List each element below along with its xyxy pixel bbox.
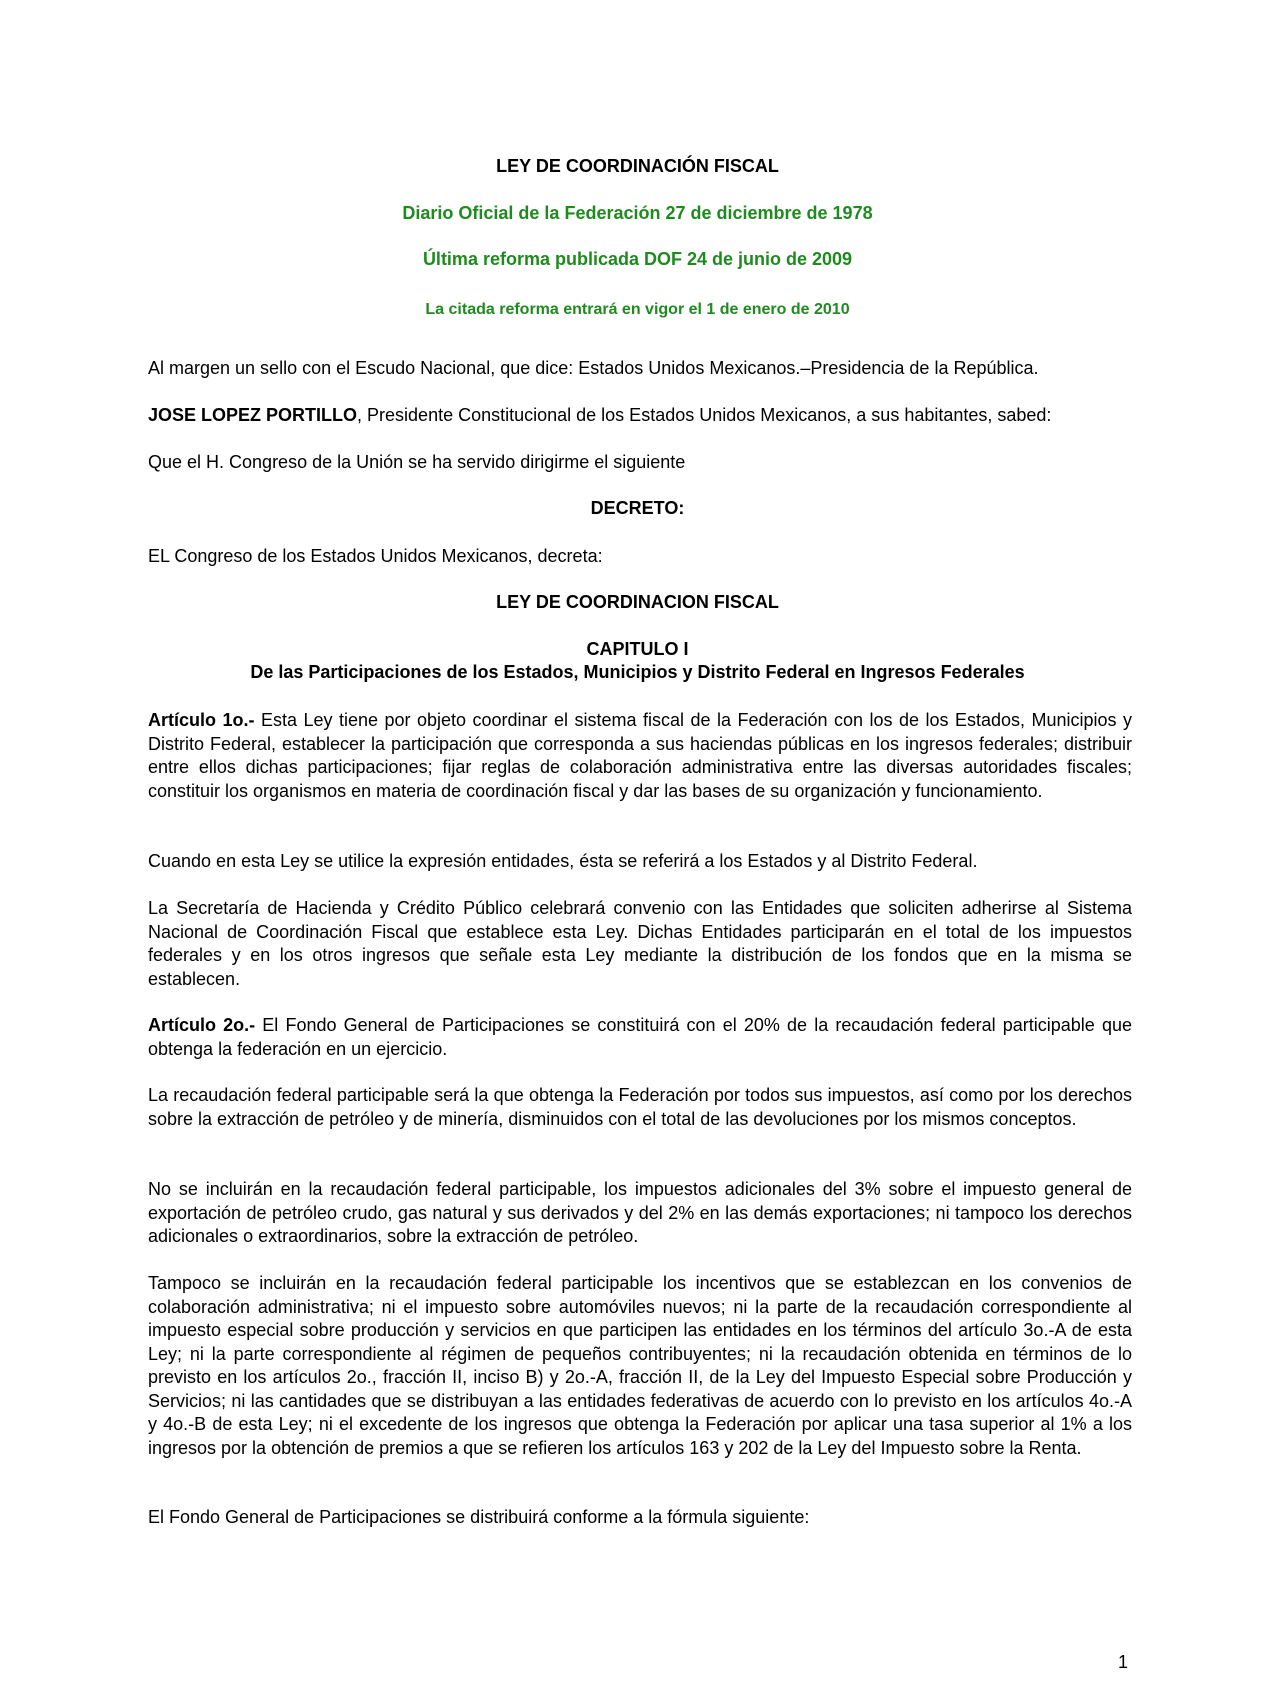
article-2-paragraph: [148, 1014, 1132, 1061]
decreta-paragraph: EL Congreso de los Estados Unidos Mexicanos, decreta:: [148, 546, 603, 566]
article-2-incentives-paragraph: Tampoco se incluirán en la recaudación federal participable los incentivos que se establezcan en los convenios de colaboración administrativa; ni el impuesto sobre automóviles nuevos; ni la parte de la recaudación correspondiente al impuesto especial sobre producción y servicios en que participen las entidades en los términos del artículo 3o.-A de esta Ley; ni la parte correspondiente al régimen de pequeños contribuyentes; ni la recaudación obtenida en términos de lo previsto en los artículos 2o., fracción II, inciso B) y 2o.-A, fracción II, de la Ley del Impuesto Especial sobre Producción y Servicios; ni las cantidades que se distribuyan a las entidades federativas de acuerdo con lo previsto en los artículos 4o.-A y 4o.-B de esta Ley; ni el excedente de los ingresos que obtenga la Federación por aplicar una tasa superior al 1% a los ingresos por la obtención de premios a que se refieren los artículos 163 y 202 de la Ley del Impuesto sobre la Renta.: [148, 1273, 1132, 1458]
law-title: LEY DE COORDINACION FISCAL: [496, 592, 779, 612]
article-2-formula-paragraph: El Fondo General de Participaciones se distribuirá conforme a la fórmula siguiente:: [148, 1507, 810, 1527]
article-2-label: Artículo 2o.-: [148, 1015, 256, 1035]
president-name: JOSE LOPEZ PORTILLO: [148, 405, 358, 425]
president-paragraph-text: , Presidente Constitucional de los Estados Unidos Mexicanos, a sus habitantes, sabed:: [357, 405, 1052, 425]
chapter-subtitle: De las Participaciones de los Estados, Municipios y Distrito Federal en Ingresos Federales: [250, 662, 1025, 682]
article-1-label: Artículo 1o.-: [148, 710, 255, 730]
seal-paragraph: Al margen un sello con el Escudo Nacional, que dice: Estados Unidos Mexicanos.–Presidencia de la República.: [148, 358, 1039, 378]
congress-paragraph: Que el H. Congreso de la Unión se ha servido dirigirme el siguiente: [148, 452, 686, 472]
article-2-recaudacion-paragraph: La recaudación federal participable será la que obtenga la Federación por todos sus impuestos, así como por los derechos sobre la extracción de petróleo y de minería, disminuidos con el total de las devoluciones por los mismos conceptos.: [148, 1085, 1132, 1129]
article-2-exclusions-paragraph: No se incluirán en la recaudación federal participable, los impuestos adicionales del 3% sobre el impuesto general de exportación de petróleo crudo, gas natural y sus derivados y del 2% en las demás exportaciones; ni tampoco los derechos adicionales o extraordinarios, sobre la extracción de petróleo.: [148, 1179, 1132, 1246]
last-reform-date: Última reforma publicada DOF 24 de junio de 2009: [422, 249, 853, 269]
page-number: 1: [1118, 1652, 1129, 1672]
dof-publication-date: Diario Oficial de la Federación 27 de diciembre de 1978: [402, 203, 873, 223]
chapter-heading: CAPITULO I: [586, 639, 689, 659]
article-1-paragraph: [148, 709, 1132, 803]
reform-effective-date: La citada reforma entrará en vigor el 1 de enero de 2010: [425, 301, 850, 318]
president-paragraph: [148, 404, 1132, 428]
decreto-heading: DECRETO:: [590, 498, 685, 518]
article-1-text: Esta Ley tiene por objeto coordinar el sistema fiscal de la Federación con los de los Estados, Municipios y Distrito Federal, establecer la participación que corresponda a sus haciendas públicas en los ingresos federales; distribuir entre ellos dichas participaciones; fijar reglas de colaboración administrativa entre las diversas autoridades fiscales; constituir los organismos en materia de coordinación fiscal y dar las bases de su organización y funcionamiento.: [148, 710, 1132, 801]
document-title: LEY DE COORDINACIÓN FISCAL: [496, 156, 779, 176]
article-1-convenio-paragraph: La Secretaría de Hacienda y Crédito Público celebrará convenio con las Entidades que soliciten adherirse al Sistema Nacional de Coordinación Fiscal que establece esta Ley. Dichas Entidades participarán en el total de los impuestos federales y en los otros ingresos que señale esta Ley mediante la distribución de los fondos que en la misma se establecen.: [148, 898, 1132, 989]
article-2-text: El Fondo General de Participaciones se constituirá con el 20% de la recaudación federal participable que obtenga la federación en un ejercicio.: [148, 1015, 1132, 1059]
article-1-entities-paragraph: Cuando en esta Ley se utilice la expresión entidades, ésta se referirá a los Estados y al Distrito Federal.: [148, 851, 978, 871]
